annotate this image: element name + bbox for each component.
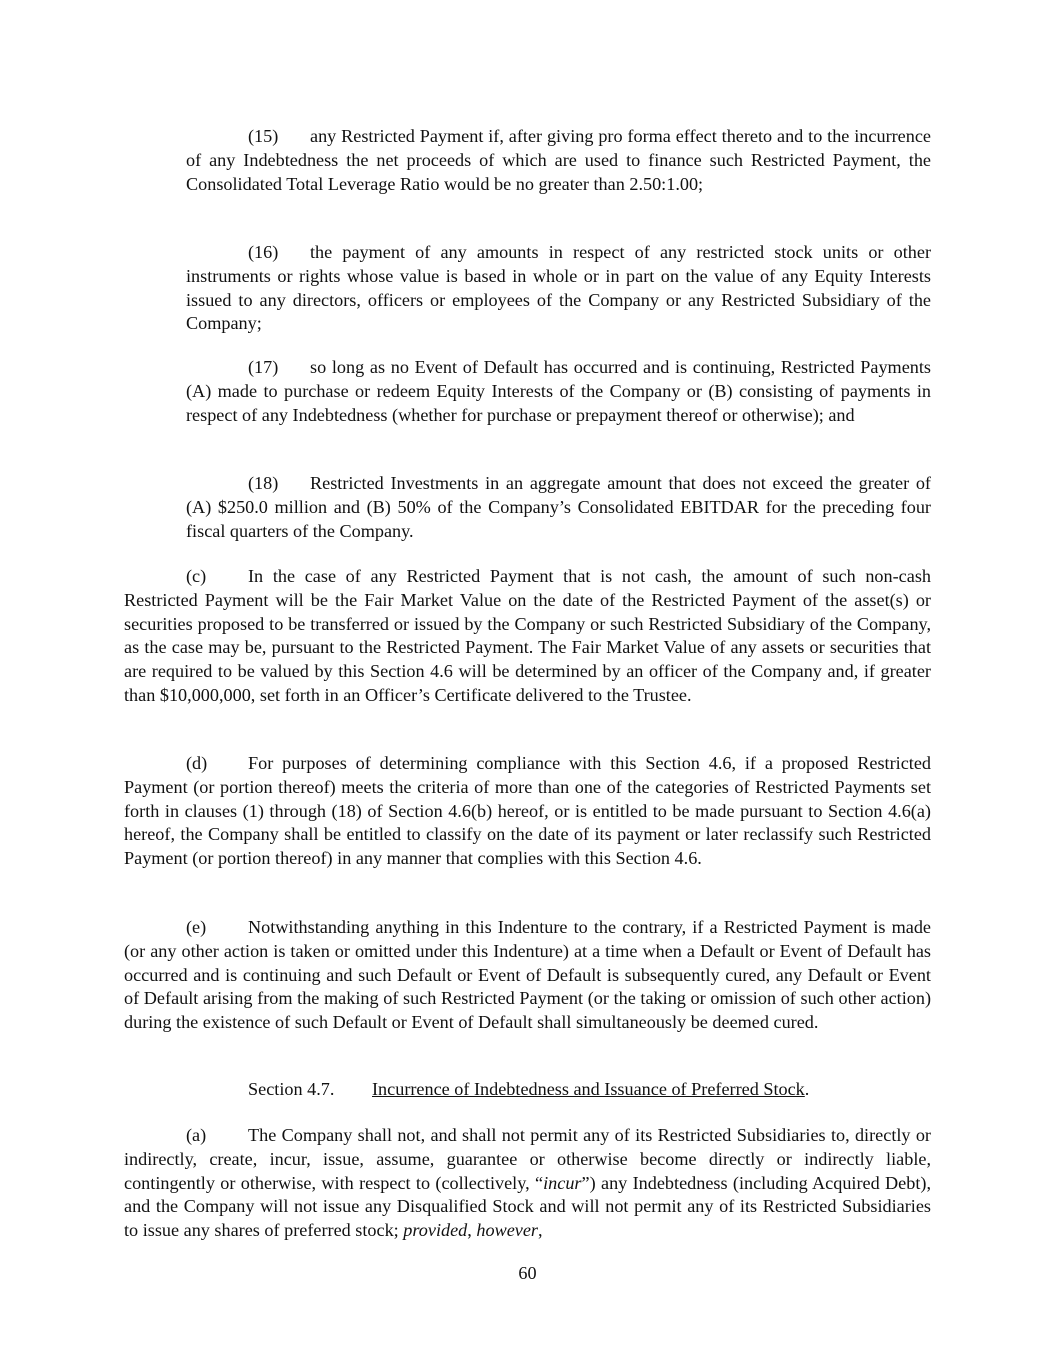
- section-title-period: .: [804, 1079, 810, 1099]
- comma: ,: [538, 1220, 543, 1241]
- paragraph-text: Notwithstanding anything in this Indenture to the contrary, if a Restricted Payment is made (or any other action is taken or omitted under this Indenture) at a time when a Default or Event of Default has occurred and is continuing and such Default or Event of Default is subsequently cured, any Default or Event of Default arising from the making of such Restricted Payment (or the taking or omission of such other action) during the existence of such Default or Event of Default shall simultaneously be deemed cured.: [124, 917, 931, 1033]
- clause-15: [186, 125, 931, 196]
- clause-text: the payment of any amounts in respect of any restricted stock units or other instruments or rights whose value is based in whole or in part on the value of any Equity Interests issued to any directors, officers or employees of the Company or any Restricted Subsidiary of the Company;: [186, 242, 931, 334]
- provided-italic: provided: [403, 1220, 468, 1241]
- paragraph-text: In the case of any Restricted Payment that is not cash, the amount of such non-cash Restricted Payment will be the Fair Market Value on the date of the Restricted Payment of the asset(s) or securities proposed to be transferred or issued by the Company or such Restricted Subsidiary of the Company, as the case may be, pursuant to the Restricted Payment. The Fair Market Value of any assets or securities that are required to be valued by this Section 4.6 will be determined by an officer of the Company and, if greater than $10,000,000, set forth in an Officer’s Certificate delivered to the Trustee.: [124, 566, 931, 705]
- clause-label: (16): [248, 242, 279, 262]
- clause-text: so long as no Event of Default has occurred and is continuing, Restricted Payments (A) made to purchase or redeem Equity Interests of the Company or (B) consisting of payments in respect of any Indebtedness (whether for purchase or prepayment thereof or otherwise); and: [186, 357, 931, 425]
- comma: ,: [467, 1220, 477, 1241]
- clause-label: (17): [248, 357, 279, 377]
- paragraph-e: [124, 916, 931, 1035]
- section-number: Section 4.7.: [248, 1079, 335, 1099]
- paragraph-d: [124, 752, 931, 871]
- paragraph-label: (e): [186, 917, 207, 937]
- paragraph-c: [124, 565, 931, 708]
- clause-label: (15): [248, 126, 279, 146]
- section-paragraph-a: [124, 1124, 931, 1243]
- paragraph-text-part1: The Company shall not, and shall not permit any of its Restricted Subsidiaries to, directly or indirectly, create, incur, issue, assume, guarantee or otherwise become directly or indirectly liable, contingently or otherwise, with respect to (collectively, “: [124, 1125, 931, 1193]
- paragraph-text: For purposes of determining compliance with this Section 4.6, if a proposed Restricted Payment (or portion thereof) meets the criteria of more than one of the categories of Restricted Payments set forth in clauses (1) through (18) of Section 4.6(b) hereof, or is entitled to be made pursuant to Section 4.6(a) hereof, the Company shall be entitled to classify on the date of its payment or later reclassify such Restricted Payment (or portion thereof) in any manner that complies with this Section 4.6.: [124, 753, 931, 869]
- section-title: Incurrence of Indebtedness and Issuance of Preferred Stock: [372, 1079, 805, 1099]
- page-number: 60: [518, 1263, 537, 1283]
- defined-term-incur: incur: [543, 1172, 582, 1193]
- clause-17: [186, 356, 931, 427]
- however-italic: however: [476, 1220, 538, 1241]
- paragraph-label: (d): [186, 753, 208, 773]
- clause-16: [186, 241, 931, 336]
- paragraph-label: (a): [186, 1125, 207, 1145]
- clause-label: (18): [248, 473, 279, 493]
- clause-text: Restricted Investments in an aggregate amount that does not exceed the greater of (A) $250.0 million and (B) 50% of the Company’s Consolidated EBITDAR for the preceding four fiscal quarters of the Company.: [186, 473, 931, 541]
- section-heading: [248, 1078, 809, 1102]
- clause-18: [186, 472, 931, 543]
- paragraph-label: (c): [186, 566, 207, 586]
- clause-text: any Restricted Payment if, after giving pro forma effect thereto and to the incurrence of any Indebtedness the net proceeds of which are used to finance such Restricted Payment, the Consolidated Total Leverage Ratio would be no greater than 2.50:1.00;: [186, 126, 931, 194]
- paragraph-text-part2: ”) any Indebtedness (including Acquired Debt), and the Company will not issue any Disqualified Stock and will not permit any of its Restricted Subsidiaries to issue any shares of preferred stock;: [124, 1172, 931, 1241]
